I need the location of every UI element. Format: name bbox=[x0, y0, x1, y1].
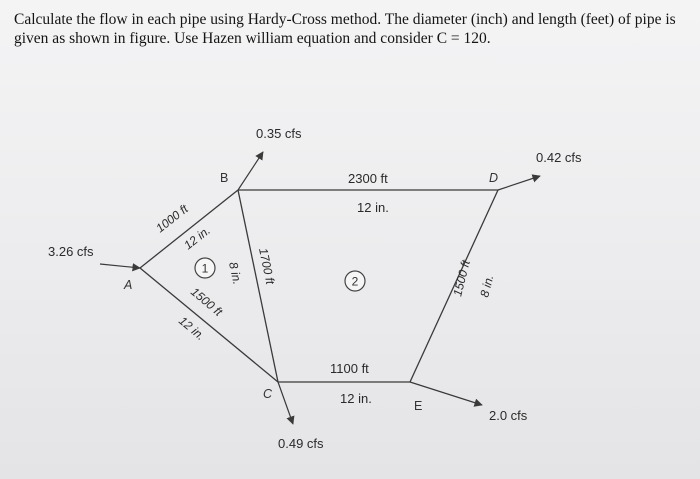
pipe-AB-length: 1000 ft bbox=[153, 201, 191, 236]
loop-2-label: 2 bbox=[351, 274, 359, 289]
outflow-B-label: 0.35 cfs bbox=[256, 126, 302, 141]
pipe-DE-diameter: 8 in. bbox=[477, 273, 497, 299]
pipe-DE-length: 1500 ft bbox=[450, 258, 473, 298]
inflow-A-arrow bbox=[100, 264, 140, 268]
inflow-A-label: 3.26 cfs bbox=[48, 244, 94, 259]
pipe-AC-diameter: 12 in. bbox=[176, 313, 208, 344]
pipe-BD-diameter: 12 in. bbox=[357, 200, 389, 215]
outflow-D-arrow bbox=[498, 176, 540, 190]
pipe-CE-diameter: 12 in. bbox=[340, 391, 372, 406]
outflow-C-arrow bbox=[278, 382, 293, 424]
loop-1-label: 1 bbox=[201, 261, 209, 276]
pipe-CE-length: 1100 ft bbox=[330, 361, 369, 376]
problem-statement: Calculate the flow in each pipe using Hardy-Cross method. The diameter (inch) and length (feet) of pipe is given as shown in figure. Use Hazen william equation and consider C = 120. bbox=[14, 11, 676, 47]
node-B-label: B bbox=[220, 171, 229, 185]
pipe-BC-length: 1700 ft bbox=[256, 246, 278, 286]
outflow-D-label: 0.42 cfs bbox=[536, 150, 582, 165]
pipe-BC-diameter: 8 in. bbox=[226, 260, 245, 286]
node-C-label: C bbox=[263, 387, 273, 401]
node-E-label: E bbox=[414, 399, 423, 413]
outflow-C-label: 0.49 cfs bbox=[278, 436, 324, 451]
outflow-B-arrow bbox=[238, 152, 263, 190]
pipe-AC-length: 1500 ft bbox=[188, 284, 226, 319]
pipe-AB-diameter: 12 in. bbox=[181, 223, 213, 253]
pipe-BD-length: 2300 ft bbox=[348, 171, 388, 186]
outflow-E-label: 2.0 cfs bbox=[489, 408, 528, 423]
node-A-label: A bbox=[124, 278, 133, 292]
node-D-label: D bbox=[489, 171, 499, 185]
pipe-AB bbox=[140, 190, 238, 268]
